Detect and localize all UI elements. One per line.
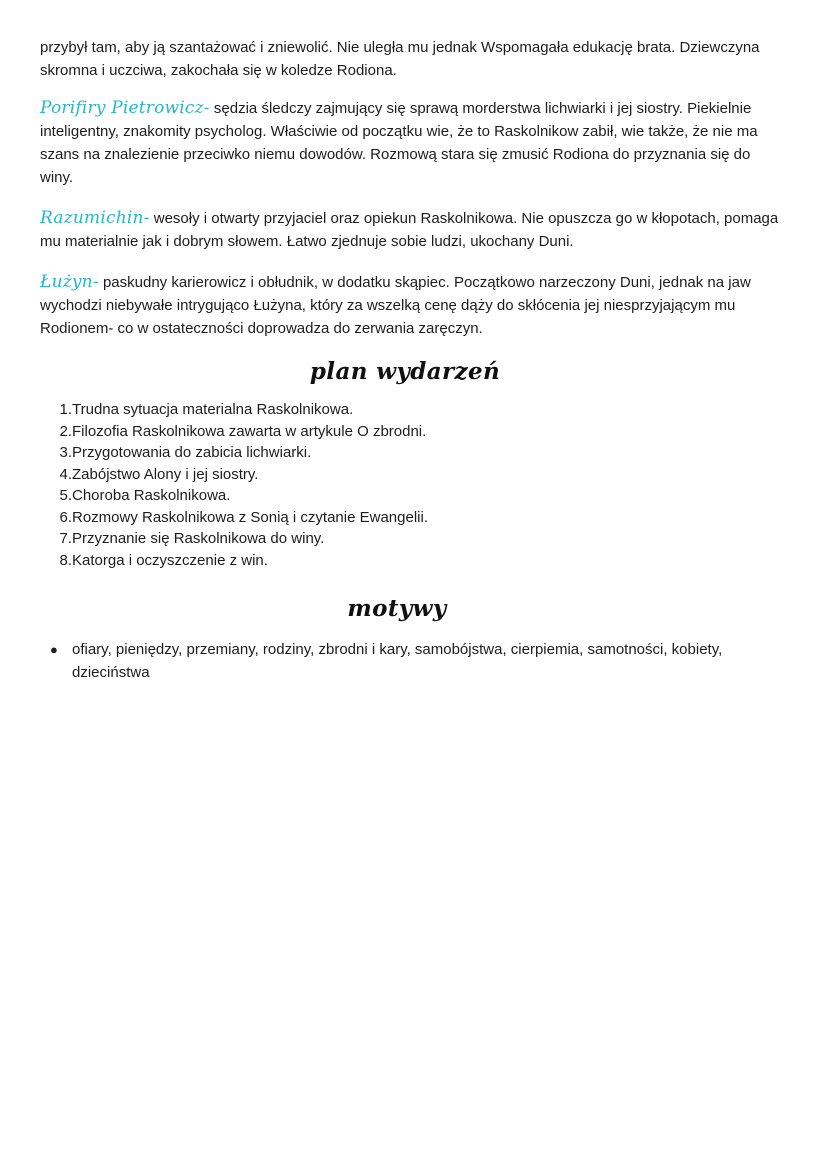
intro-paragraph: przybył tam, aby ją szantażować i zniewolić. Nie uległa mu jednak Wspomagała edukację brata. Dziewczyna skromna i uczciwa, zakochała się w koledze Rodiona.: [40, 39, 760, 79]
character-entry-luzyn: [40, 271, 780, 340]
list-item-number: 1.: [59, 401, 72, 418]
list-item: [40, 638, 776, 684]
list-item-text: Filozofia Raskolnikowa zawarta w artykule O zbrodni.: [72, 422, 427, 440]
list-item: [40, 507, 776, 529]
list-item-text: ofiary, pieniędzy, przemiany, rodziny, zbrodni i kary, samobójstwa, cierpiemia, samotności, kobiety, dzieciństwa: [72, 641, 723, 681]
character-description: sędzia śledczy zajmujący się sprawą morderstwa lichwiarki i jej siostry. Piekielnie inteligentny, znakomity psycholog. Właściwie od początku wie, że to Raskolnikow zabił, wie także, że nie ma szans na znalezienie przeciwko niemu dowodów. Rozmową stara się zmusić Rodiona do przyznania się do winy.: [40, 100, 758, 186]
character-entry-razumichin: [40, 207, 780, 253]
list-item-text: Trudna sytuacja materialna Raskolnikowa.: [72, 401, 354, 418]
character-description: wesoły i otwarty przyjaciel oraz opiekun Raskolnikowa. Nie opuszcza go w kłopotach, pomaga mu materialnie jak i dobrym słowem. Łatwo zjednuje sobie ludzi, ukochany Duni.: [40, 210, 779, 250]
motifs-list: [40, 638, 776, 684]
bullet-icon: ●: [50, 642, 58, 657]
list-item: [40, 421, 776, 443]
list-item-number: 7.: [59, 530, 72, 547]
list-item-number: 5.: [59, 487, 72, 504]
list-item: [40, 464, 776, 486]
list-item-text: Rozmowy Raskolnikowa z Sonią i czytanie Ewangelii.: [72, 508, 428, 526]
list-item-text: Przyznanie się Raskolnikowa do winy.: [72, 530, 325, 547]
character-entry-porfiry: [40, 97, 780, 189]
character-description: paskudny karierowicz i obłudnik, w dodatku skąpiec. Początkowo narzeczony Duni, jednak na jaw wychodzi niebywałe intrygująco Łużyna, który za wszelką cenę dąży do skłócenia jej niesprzyjającym mu Rodionem- co w ostateczności doprowadza do zerwania zaręczyn.: [40, 274, 751, 337]
list-item-number: 3.: [59, 444, 72, 461]
motifs-heading: motywy: [347, 595, 447, 622]
list-item-text: Katorga i oczyszczenie z win.: [72, 551, 268, 569]
character-name: Łużyn-: [40, 272, 99, 292]
list-item-text: Zabójstwo Alony i jej siostry.: [72, 465, 259, 483]
list-item-number: 2.: [59, 422, 72, 440]
character-name: Porifiry Pietrowicz-: [40, 98, 210, 118]
list-item: [40, 528, 776, 550]
list-item-number: 8.: [59, 551, 72, 569]
list-item-number: 4.: [59, 465, 72, 483]
list-item-text: Przygotowania do zabicia lichwiarki.: [72, 444, 312, 461]
list-item-number: 6.: [59, 508, 72, 526]
plan-list: [40, 399, 776, 571]
list-item: [40, 485, 776, 507]
plan-heading: plan wydarzeń: [309, 358, 501, 385]
list-item: [40, 550, 776, 572]
character-name: Razumichin-: [40, 208, 150, 228]
list-item: [40, 442, 776, 464]
list-item-text: Choroba Raskolnikowa.: [72, 487, 231, 504]
list-item: [40, 399, 776, 421]
